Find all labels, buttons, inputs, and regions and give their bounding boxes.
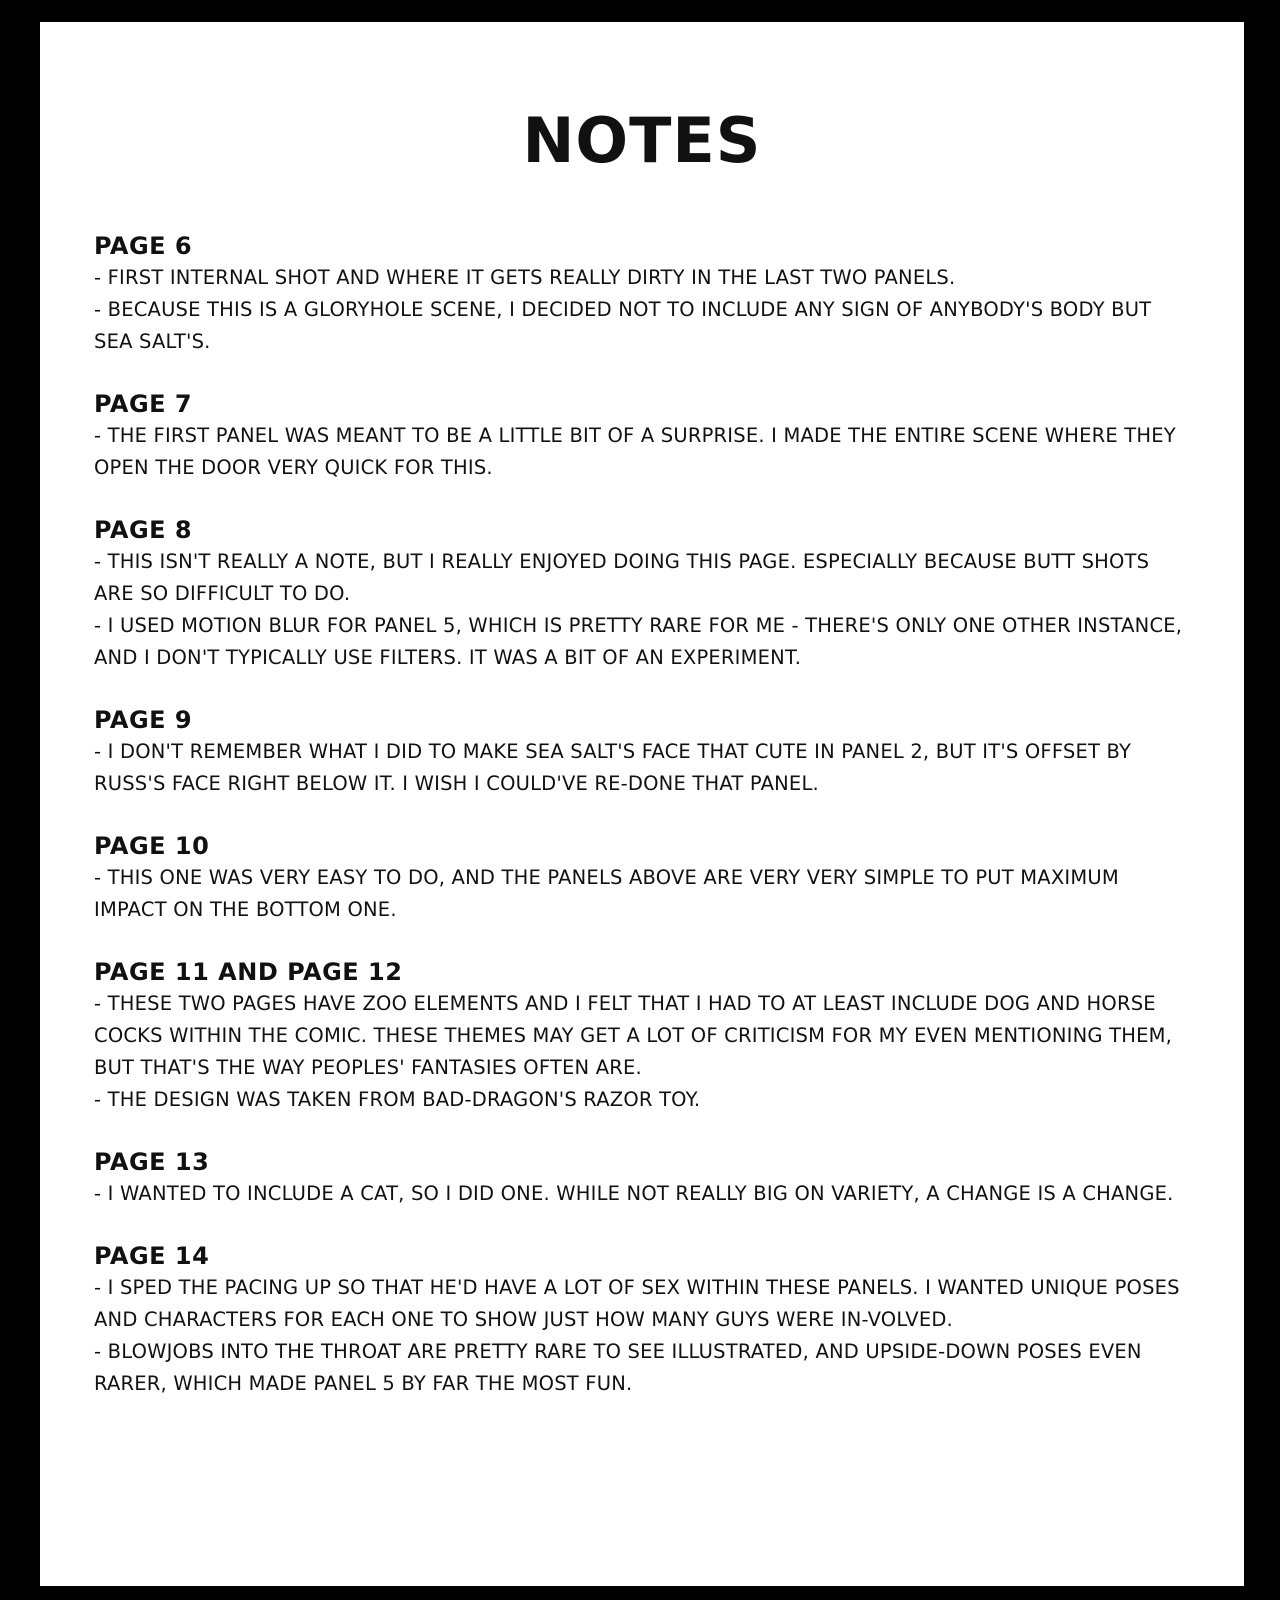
note-section-page-9 bbox=[94, 704, 1190, 800]
note-paragraph: - THESE TWO PAGES HAVE ZOO ELEMENTS AND I FELT THAT I HAD TO AT LEAST INCLUDE DOG AND HORSE COCKS WITHIN THE COMIC. THESE THEMES MAY GET A LOT OF CRITICISM FOR MY EVEN MENTIONING THEM, BUT THAT'S THE WAY PEOPLES' FANTASIES OFTEN ARE. bbox=[94, 992, 1173, 1079]
note-paragraph: - I SPED THE PACING UP SO THAT HE'D HAVE A LOT OF SEX WITHIN THESE PANELS. I WANTED UNIQUE POSES AND CHARACTERS FOR EACH ONE TO SHOW JUST HOW MANY GUYS WERE IN-VOLVED. bbox=[94, 1276, 1180, 1331]
note-paragraph: - I DON'T REMEMBER WHAT I DID TO MAKE SEA SALT'S FACE THAT CUTE IN PANEL 2, BUT IT'S OFFSET BY RUSS'S FACE RIGHT BELOW IT. I WISH I COULD'VE RE-DONE THAT PANEL. bbox=[94, 740, 1132, 795]
note-section-page-13 bbox=[94, 1146, 1190, 1210]
note-section-page-14 bbox=[94, 1240, 1190, 1400]
note-paragraph: - THE DESIGN WAS TAKEN FROM BAD-DRAGON'S RAZOR TOY. bbox=[94, 1088, 701, 1111]
section-heading: PAGE 8 bbox=[94, 516, 193, 544]
notes-page bbox=[40, 22, 1244, 1586]
note-section-page-11-12 bbox=[94, 956, 1190, 1116]
note-section-page-7 bbox=[94, 388, 1190, 484]
notes-list bbox=[94, 230, 1190, 1400]
page-title: NOTES bbox=[522, 104, 762, 177]
section-heading: PAGE 6 bbox=[94, 232, 193, 260]
section-heading: PAGE 13 bbox=[94, 1148, 210, 1176]
section-heading: PAGE 14 bbox=[94, 1242, 210, 1270]
note-paragraph: - BLOWJOBS INTO THE THROAT ARE PRETTY RARE TO SEE ILLUSTRATED, AND UPSIDE-DOWN POSES EVEN RARER, WHICH MADE PANEL 5 BY FAR THE MOST FUN. bbox=[94, 1340, 1142, 1395]
note-section-page-10 bbox=[94, 830, 1190, 926]
note-paragraph: - BECAUSE THIS IS A GLORYHOLE SCENE, I DECIDED NOT TO INCLUDE ANY SIGN OF ANYBODY'S BODY BUT SEA SALT'S. bbox=[94, 298, 1152, 353]
section-heading: PAGE 11 AND PAGE 12 bbox=[94, 958, 403, 986]
note-paragraph: - THIS ISN'T REALLY A NOTE, BUT I REALLY ENJOYED DOING THIS PAGE. ESPECIALLY BECAUSE BUTT SHOTS ARE SO DIFFICULT TO DO. bbox=[94, 550, 1150, 605]
note-paragraph: - FIRST INTERNAL SHOT AND WHERE IT GETS REALLY DIRTY IN THE LAST TWO PANELS. bbox=[94, 266, 956, 289]
note-section-page-6 bbox=[94, 230, 1190, 358]
note-paragraph: - THIS ONE WAS VERY EASY TO DO, AND THE PANELS ABOVE ARE VERY VERY SIMPLE TO PUT MAXIMUM IMPACT ON THE BOTTOM ONE. bbox=[94, 866, 1119, 921]
section-heading: PAGE 10 bbox=[94, 832, 210, 860]
section-heading: PAGE 9 bbox=[94, 706, 193, 734]
section-heading: PAGE 7 bbox=[94, 390, 193, 418]
note-paragraph: - I WANTED TO INCLUDE A CAT, SO I DID ONE. WHILE NOT REALLY BIG ON VARIETY, A CHANGE IS A CHANGE. bbox=[94, 1182, 1174, 1205]
note-section-page-8 bbox=[94, 514, 1190, 674]
note-paragraph: - I USED MOTION BLUR FOR PANEL 5, WHICH IS PRETTY RARE FOR ME - THERE'S ONLY ONE OTHER INSTANCE, AND I DON'T TYPICALLY USE FILTERS. IT WAS A BIT OF AN EXPERIMENT. bbox=[94, 614, 1183, 669]
note-paragraph: - THE FIRST PANEL WAS MEANT TO BE A LITTLE BIT OF A SURPRISE. I MADE THE ENTIRE SCENE WHERE THEY OPEN THE DOOR VERY QUICK FOR THIS. bbox=[94, 424, 1176, 479]
